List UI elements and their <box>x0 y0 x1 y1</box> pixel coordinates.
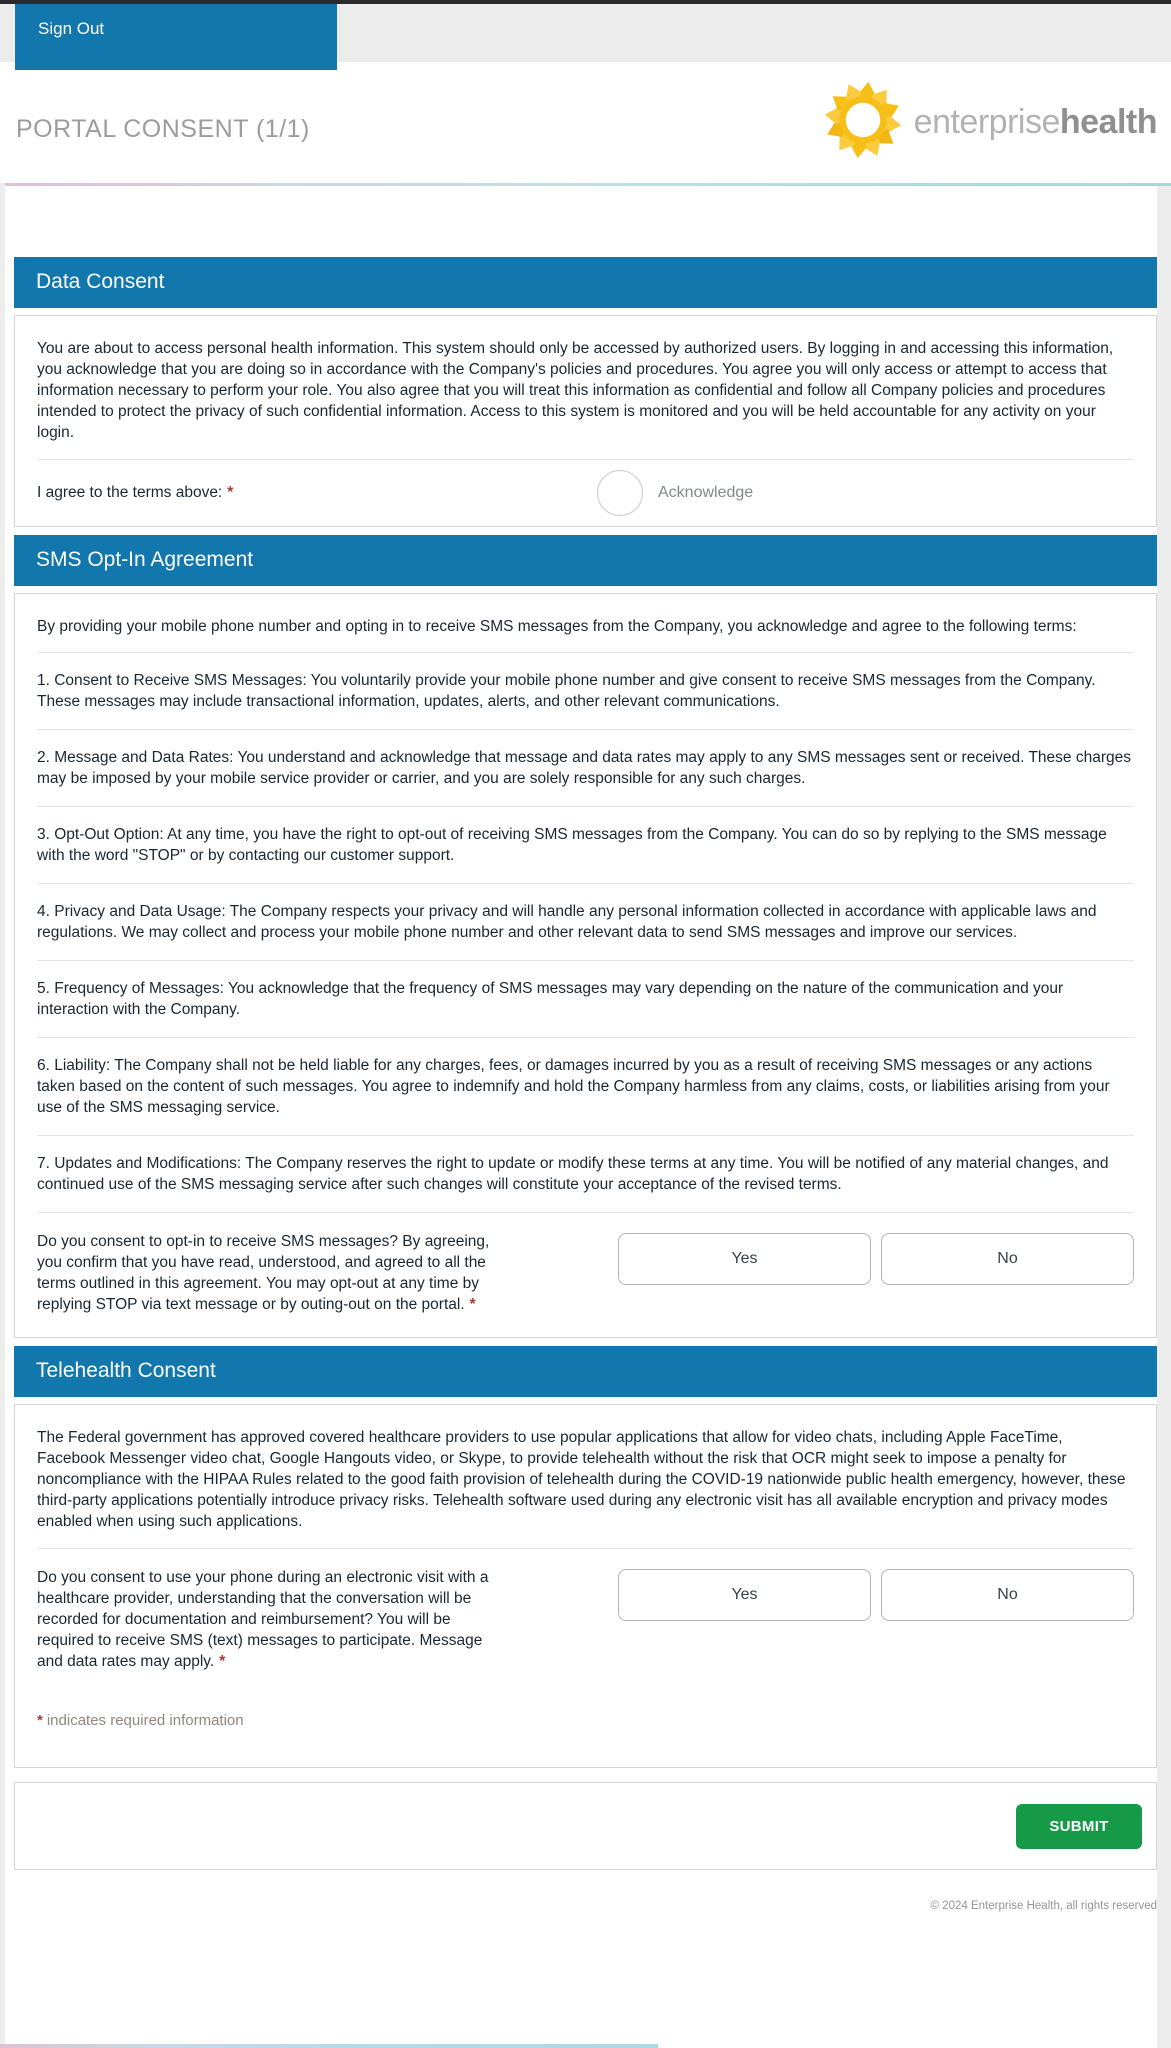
required-asterisk: * <box>37 1712 43 1729</box>
scrollbar-track[interactable] <box>1157 186 1171 2048</box>
agree-row <box>37 459 1134 526</box>
sign-out-label: Sign Out <box>38 19 105 38</box>
agree-label: I agree to the terms above: * <box>37 484 234 501</box>
telehealth-yes-no-group <box>618 1567 1134 1621</box>
required-asterisk: * <box>219 1653 226 1670</box>
telehealth-question: Do you consent to use your phone during an electronic visit with a healthcare provider, understanding that the conversation will be recorded for documentation and reimbursement? You will be required to receive SMS (text) messages to participate. Message and data rates may apply. * <box>37 1569 489 1670</box>
page-header <box>0 62 1171 183</box>
data-consent-header: Data Consent <box>14 257 1157 308</box>
sms-term: 5. Frequency of Messages: You acknowledge that the frequency of SMS messages may vary depending on the nature of the communication and your interaction with the Company. <box>37 960 1134 1037</box>
logo-text-health: health <box>1059 103 1157 141</box>
sms-term: 3. Opt-Out Option: At any time, you have the right to opt-out of receiving SMS messages from the Company. You can do so by replying to the SMS message with the word "STOP" or by contacting our customer support. <box>37 806 1134 883</box>
required-note: * indicates required information <box>37 1712 244 1729</box>
sunflower-icon <box>822 79 904 166</box>
telehealth-card <box>14 1404 1157 1768</box>
telehealth-header: Telehealth Consent <box>14 1346 1157 1397</box>
sms-term: 7. Updates and Modifications: The Company reserves the right to update or modify these terms at any time. You will be notified of any material changes, and continued use of the SMS messaging service after such changes will constitute your acceptance of the revised terms. <box>37 1135 1134 1212</box>
sms-term: 1. Consent to Receive SMS Messages: You voluntarily provide your mobile phone number and give consent to receive SMS messages from the Company. These messages may include transactional information, updates, alerts, and other relevant communications. <box>37 652 1134 729</box>
telehealth-no-button[interactable]: No <box>881 1569 1134 1621</box>
data-consent-body: You are about to access personal health information. This system should only be accessed by authorized users. By logging in and accessing this information, you acknowledge that you are doing so in accordance with the Company's policies and procedures. You agree you will only access or attempt to access that information necessary to perform your role. You also agree that you will treat this information as confidential and follow all Company policies and procedures intended to protect the privacy of such confidential information. Access to this system is monitored and you will be held accountable for any activity on your login. <box>37 340 1114 441</box>
acknowledge-label[interactable]: Acknowledge <box>658 484 754 501</box>
sms-term: 6. Liability: The Company shall not be held liable for any charges, fees, or damages incurred by you as a result of receiving SMS messages or any actions taken based on the content of such messages. You agree to indemnify and hold the Company harmless from any claims, costs, or liabilities arising from your use of the SMS messaging service. <box>37 1037 1134 1135</box>
sms-yes-no-group <box>618 1231 1134 1285</box>
sms-question-row <box>37 1212 1134 1337</box>
telehealth-body: The Federal government has approved covered healthcare providers to use popular applications that allow for video chats, including Apple FaceTime, Facebook Messenger video chat, Google Hangouts video, or Skype, to provide telehealth without the risk that OCR might seek to impose a penalty for noncompliance with the HIPAA Rules related to the good faith provision of telehealth during the COVID-19 nationwide public health emergency, however, these third-party applications potentially introduce privacy risks. Telehealth software used during any electronic visit has all available encryption and privacy modes enabled when using such applications. <box>37 1429 1126 1530</box>
acknowledge-radio[interactable] <box>597 470 643 516</box>
copyright-text: © 2024 Enterprise Health, all rights reserved <box>930 1900 1157 1912</box>
page-title: PORTAL CONSENT (1/1) <box>16 115 310 143</box>
telehealth-question-row <box>37 1548 1134 1694</box>
sms-no-button[interactable]: No <box>881 1233 1134 1285</box>
telehealth-yes-button[interactable]: Yes <box>618 1569 871 1621</box>
section-telehealth <box>14 1346 1157 1768</box>
sms-terms-list <box>37 652 1134 1212</box>
sms-card <box>14 593 1157 1338</box>
footer-divider <box>0 2044 658 2048</box>
sms-question: Do you consent to opt-in to receive SMS messages? By agreeing, you confirm that you have read, understood, and agreed to all the terms outlined in this agreement. You may opt-out at any time by replying STOP via text message or by outing-out on the portal. * <box>37 1233 490 1313</box>
sms-yes-button[interactable]: Yes <box>618 1233 871 1285</box>
sms-intro: By providing your mobile phone number and opting in to receive SMS messages from the Company, you acknowledge and agree to the following terms: <box>37 618 1077 635</box>
top-navbar <box>0 4 1171 62</box>
submit-button[interactable]: SUBMIT <box>1016 1804 1142 1849</box>
page-edge-left <box>0 62 5 2048</box>
sms-term: 4. Privacy and Data Usage: The Company respects your privacy and will handle any personal information collected in accordance with applicable laws and regulations. We may collect and process your mobile phone number and other relevant data to send SMS messages and improve our services. <box>37 883 1134 960</box>
acknowledge-group <box>597 470 753 516</box>
data-consent-card <box>14 315 1157 527</box>
section-data-consent <box>14 257 1157 527</box>
sms-header: SMS Opt-In Agreement <box>14 535 1157 586</box>
required-asterisk: * <box>469 1296 476 1313</box>
required-asterisk: * <box>227 484 234 501</box>
sign-out-tab[interactable] <box>15 4 337 70</box>
enterprise-health-logo <box>822 79 1157 166</box>
submit-panel <box>14 1782 1157 1870</box>
sms-term: 2. Message and Data Rates: You understand and acknowledge that message and data rates may apply to any SMS messages sent or received. These charges may be imposed by your mobile service provider or carrier, and you are solely responsible for any such charges. <box>37 729 1134 806</box>
logo-wordmark <box>914 103 1157 142</box>
section-sms-opt-in <box>14 535 1157 1338</box>
logo-text-enterprise: enterprise <box>913 103 1060 141</box>
consent-form <box>14 186 1157 1912</box>
